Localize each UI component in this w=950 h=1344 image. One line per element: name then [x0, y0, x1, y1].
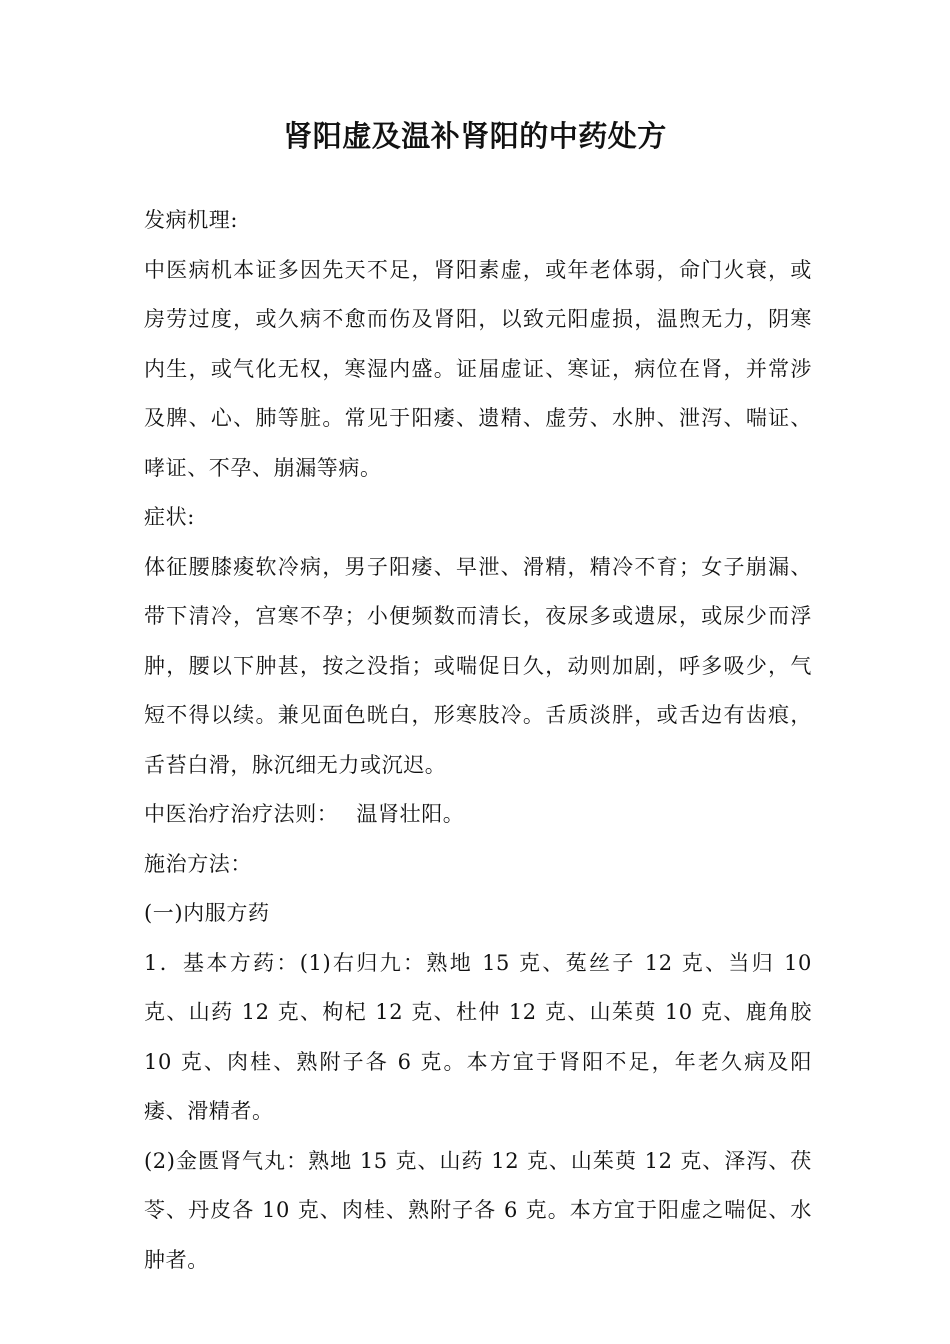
formula-paragraph-two: (2)金匮肾气丸：熟地 15 克、山药 12 克、山茱萸 12 克、泽泻、茯苓、丹皮各 10 克、肉桂、熟附子各 6 克。本方宜于阳虚之喘促、水肿者。: [144, 1148, 812, 1272]
section-internal-medicine: (一)内服方药: [144, 901, 270, 925]
formula-paragraph-one: 1．基本方药：(1)右归九：熟地 15 克、菟丝子 12 克、当归 10 克、山药 12 克、枸杞 12 克、杜仲 12 克、山茱萸 10 克、鹿角胶 10 克、肉桂、熟附子各 6 克。本方宜于肾阳不足，年老久病及阳痿、滑精者。: [144, 950, 812, 1123]
document-body: [144, 196, 812, 1285]
symptoms-paragraph: 体征腰膝痠软冷病，男子阳痿、早泄、滑精，精冷不育；女子崩漏、带下清冷，宫寒不孕；小便频数而清长，夜尿多或遗尿，或尿少而浮肿，腰以下肿甚，按之没指；或喘促日久，动则加剧，呼多吸少，气短不得以续。兼见面色晄白，形寒肢冷。舌质淡胖，或舌边有齿痕，舌苔白滑，脉沉细无力或沉迟。: [144, 554, 812, 777]
treatment-principle-value: 温肾壮阳。: [356, 802, 465, 826]
pathogenesis-paragraph: 中医病机本证多因先天不足，肾阳素虚，或年老体弱，命门火衰，或房劳过度，或久病不愈而伤及肾阳，以致元阳虚损，温煦无力，阴寒内生，或气化无权，寒湿内盛。证届虚证、寒证，病位在肾，并常涉及脾、心、肺等脏。常见于阳痿、遗精、虚劳、水肿、泄泻、喘证、哮证、不孕、崩漏等病。: [144, 257, 812, 480]
treatment-principle-label: 中医治疗治疗法则：: [144, 802, 339, 826]
treatment-principle-line: [144, 790, 812, 840]
symptoms-heading: 症状:: [144, 505, 195, 529]
pathogenesis-heading: 发病机理:: [144, 208, 239, 232]
document-title: 肾阳虚及温补肾阳的中药处方: [283, 119, 667, 153]
methods-heading: 施治方法：: [144, 851, 252, 876]
